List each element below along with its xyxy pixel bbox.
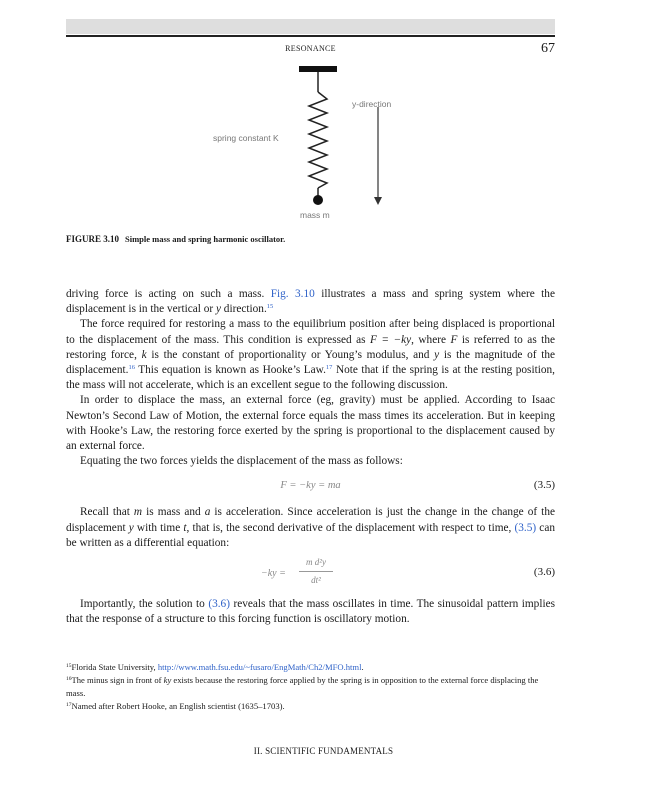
paragraph-4: Equating the two forces yields the displacement of the mass as follows: xyxy=(80,455,403,468)
equation-3-6-number: (3.6) xyxy=(533,566,555,579)
equation-link-3-6[interactable]: (3.6) xyxy=(208,598,230,611)
mass-ball xyxy=(313,195,323,205)
equation-link-3-5[interactable]: (3.5) xyxy=(514,521,537,534)
equation-3-6-numerator: m d²y xyxy=(299,555,333,572)
running-head-title: RESONANCE xyxy=(285,44,336,53)
running-head xyxy=(66,41,555,57)
mass-label: mass m xyxy=(300,210,330,220)
page-number: 67 xyxy=(541,41,555,56)
spring-constant-label: spring constant K xyxy=(213,133,279,143)
ceiling-support xyxy=(299,66,337,72)
header-rule xyxy=(66,35,555,37)
footnote-16: $^{16}$The minus sign in front of ky exists because the restoring force applied by the spring is in opposition to the external force displacing the mass. xyxy=(66,675,539,698)
page-footer: II. SCIENTIFIC FUNDAMENTALS xyxy=(253,746,394,756)
paragraph-2: The force required for restoring a mass to the equilibrium position after being displaced is proportional to the displacement of the mass. This condition is expressed as F = −ky, where F is referred to as the restoring force, k is the constant of proportionality or Young’s modulus, and y is the magnitude of the displacement.$^{16}$ This equation is known as Hooke’s Law.$^{17}$ Note that if the spring is at the resting position, the mass will not accelerate, which is an excellent segue to the following discussion. xyxy=(66,318,556,392)
y-direction-label: y-direction xyxy=(352,99,392,109)
figure-caption xyxy=(66,234,285,244)
equation-3-5-number: (3.5) xyxy=(533,479,555,492)
footnote-17: $^{17}$Named after Robert Hooke, an English scientist (1635–1703). xyxy=(66,701,285,711)
equation-3-5 xyxy=(66,475,555,497)
figure-link[interactable]: Fig. 3.10 xyxy=(270,288,315,300)
equation-3-5-expression: F = −ky = ma xyxy=(280,480,341,492)
figure-caption-number: FIGURE 3.10 xyxy=(66,234,120,244)
footnote-ref-15[interactable]: 15 xyxy=(266,303,274,311)
header-bar xyxy=(66,19,555,34)
figure-caption-text: Simple mass and spring harmonic oscillator. xyxy=(125,234,286,244)
equation-3-6 xyxy=(66,555,555,591)
spring-mass-diagram xyxy=(200,62,430,224)
spring-coil xyxy=(309,92,327,188)
equation-3-6-lhs: −ky = xyxy=(261,568,286,580)
paragraph-1: driving force is acting on such a mass. Fig. 3.10 illustrates a mass and spring system where the displacement is in the vertical or y direction.$^{15}$ xyxy=(66,288,555,316)
paragraph-5: Recall that m is mass and a is acceleration. Since acceleration is just the change in the change of the displacement y with time t, that is, the second derivative of the displacement with respect to time, (3.5) can be written as a differential equation: xyxy=(66,506,555,549)
paragraph-3: In order to displace the mass, an external force (eg, gravity) must be applied. According to Isaac Newton’s Second Law of Motion, the external force equals the mass times its acceleration. But in keeping with Hooke’s Law, the restoring force exerted by the spring is proportional to the displacement caused by an external force. xyxy=(66,394,555,453)
footnote-ref-17[interactable]: 17 xyxy=(325,364,333,372)
footnote-15-url[interactable]: http://www.math.fsu.edu/~fusaro/EngMath/Ch2/MFO.html xyxy=(157,662,362,672)
direction-arrow-head xyxy=(374,197,382,205)
equation-3-6-fraction xyxy=(299,555,333,588)
paragraph-6: Importantly, the solution to (3.6) reveals that the mass oscillates in time. The sinusoidal pattern implies that the response of a structure to this forcing function is oscillatory motion. xyxy=(66,598,556,626)
footnote-15: $^{15}$Florida State University, http://www.math.fsu.edu/~fusaro/EngMath/Ch2/MFO.html. xyxy=(66,662,364,672)
footnotes xyxy=(66,661,555,713)
equation-3-6-denominator: dt² xyxy=(311,575,321,586)
figure-3-10 xyxy=(200,62,430,224)
footnote-ref-16[interactable]: 16 xyxy=(128,364,135,372)
body-text xyxy=(66,287,555,627)
